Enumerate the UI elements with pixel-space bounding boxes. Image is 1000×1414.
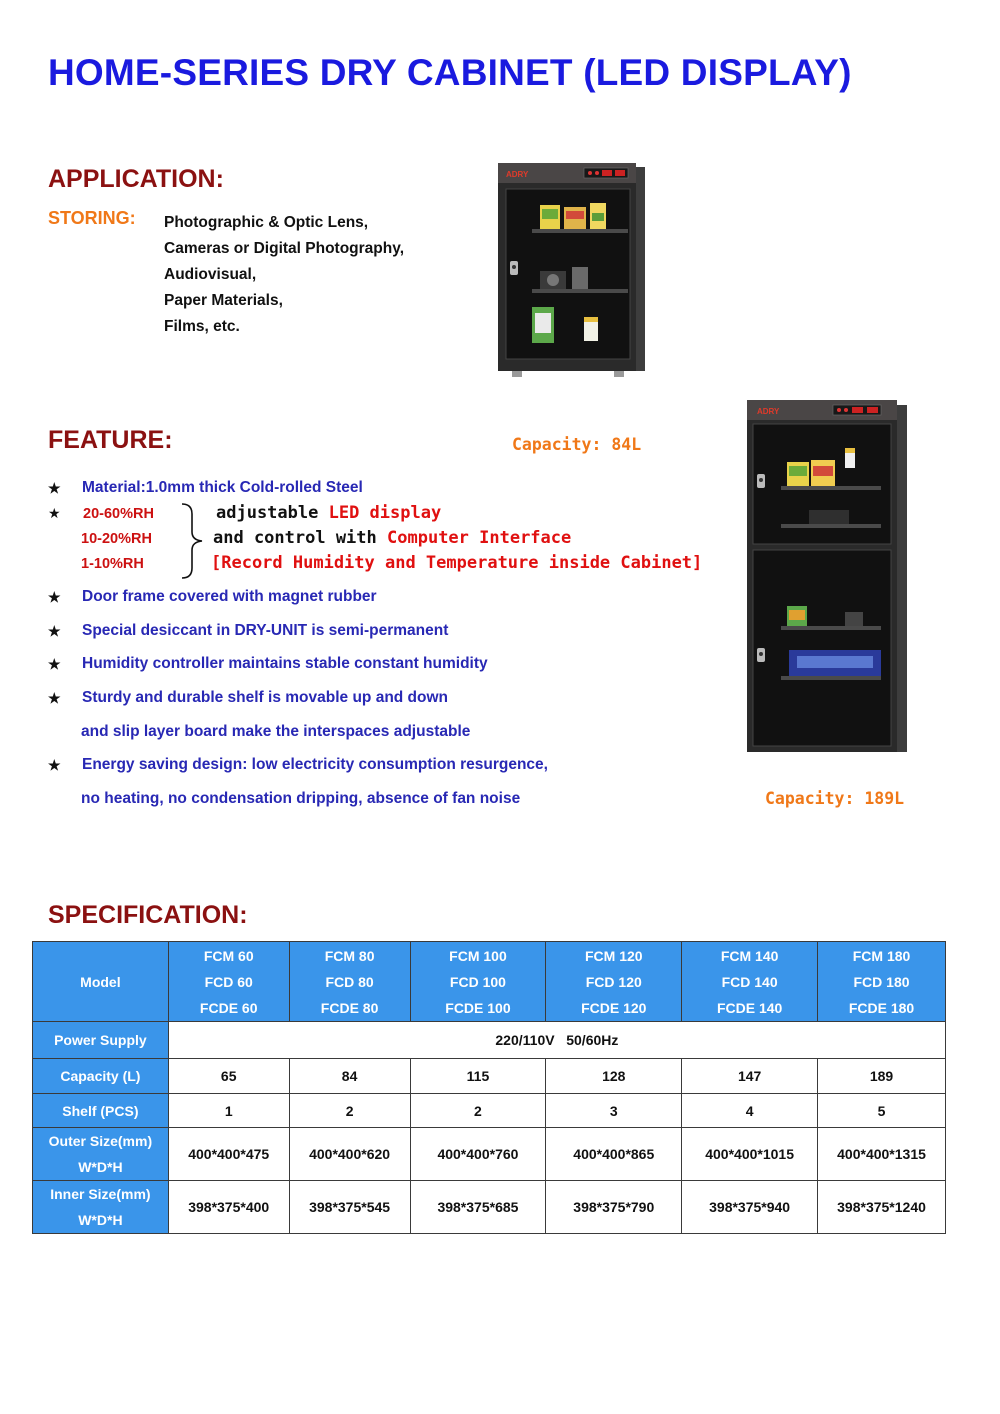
rh-line-2 [213, 528, 571, 548]
capacity-cell: 128 [546, 1059, 682, 1094]
table-row [33, 942, 946, 1022]
application-heading: APPLICATION: [48, 165, 224, 193]
feature-item-continued [81, 723, 470, 741]
star-icon: ★ [48, 655, 61, 672]
power-supply-label: Power Supply [33, 1022, 169, 1059]
outer-size-cell: 400*400*865 [546, 1128, 682, 1181]
model-name: FCM 140 [720, 947, 779, 964]
page-title: HOME-SERIES DRY CABINET (LED DISPLAY) [48, 52, 852, 93]
model-name: FCD 80 [325, 973, 374, 990]
capacity-cell: 84 [289, 1059, 410, 1094]
table-row [33, 1094, 946, 1128]
rh-line-1-text: adjustable [216, 503, 319, 523]
capacity-cell: 147 [682, 1059, 818, 1094]
large-cabinet-image [747, 400, 915, 760]
list-item: Paper Materials, [164, 292, 283, 309]
model-cell [682, 942, 818, 1022]
outer-size-cell: 400*400*1315 [818, 1128, 946, 1181]
feature-heading: FEATURE: [48, 426, 173, 454]
model-name: FCDE 100 [445, 999, 511, 1016]
feature-text: Material:1.0mm thick Cold-rolled Steel [82, 479, 363, 496]
outer-size-label-line: W*D*H [78, 1159, 123, 1175]
specification-heading: SPECIFICATION: [48, 901, 248, 929]
rh-level: 10-20%RH [81, 531, 152, 547]
model-cell [410, 942, 546, 1022]
shelf-cell: 1 [168, 1094, 289, 1128]
storing-label: STORING: [48, 208, 136, 228]
model-name: FCDE 180 [848, 999, 915, 1016]
shelf-cell: 4 [682, 1094, 818, 1128]
star-icon: ★ [48, 588, 61, 605]
model-name: FCD 100 [449, 973, 506, 990]
model-cell [289, 942, 410, 1022]
model-cell [818, 942, 946, 1022]
rh-line-1 [216, 503, 441, 523]
model-label: Model [33, 942, 169, 1022]
inner-size-cell: 398*375*685 [410, 1181, 546, 1234]
list-item: Films, etc. [164, 318, 240, 335]
table-row [33, 1181, 946, 1234]
feature-item [48, 689, 448, 707]
rh-line-3: [Record Humidity and Temperature inside Cabinet] [211, 553, 703, 573]
star-icon: ★ [48, 505, 61, 521]
shelf-label: Shelf (PCS) [33, 1094, 169, 1128]
feature-text: Door frame covered with magnet rubber [82, 588, 377, 605]
shelf-cell: 2 [410, 1094, 546, 1128]
capacity-cell: 189 [818, 1059, 946, 1094]
star-icon: ★ [48, 479, 61, 496]
model-name: FCM 180 [852, 947, 911, 964]
inner-size-cell: 398*375*400 [168, 1181, 289, 1234]
list-item: Photographic & Optic Lens, [164, 214, 369, 231]
model-name: FCDE 140 [716, 999, 783, 1016]
model-name: FCDE 120 [581, 999, 647, 1016]
model-name: FCM 100 [449, 947, 507, 964]
small-cabinet-image [498, 163, 648, 383]
rh-line-2-text: and control with [213, 528, 377, 548]
inner-size-cell: 398*375*940 [682, 1181, 818, 1234]
model-name: FCD 140 [721, 973, 778, 990]
outer-size-cell: 400*400*620 [289, 1128, 410, 1181]
feature-item [48, 479, 363, 497]
model-cell [168, 942, 289, 1022]
inner-size-cell: 398*375*1240 [818, 1181, 946, 1234]
model-name: FCDE 80 [320, 999, 379, 1016]
rh-level: 1-10%RH [81, 556, 144, 572]
outer-size-cell: 400*400*1015 [682, 1128, 818, 1181]
model-name: FCD 60 [204, 973, 253, 990]
feature-item [48, 622, 448, 640]
storing-list [164, 210, 404, 340]
shelf-cell: 5 [818, 1094, 946, 1128]
brace-icon [180, 502, 208, 580]
star-icon: ★ [48, 756, 61, 773]
model-name: FCM 120 [584, 947, 643, 964]
star-icon: ★ [48, 622, 61, 639]
led-display-highlight: LED display [328, 503, 442, 523]
capacity-84l-label: Capacity: 84L [512, 435, 642, 454]
list-item: Audiovisual, [164, 266, 257, 283]
inner-size-label [33, 1181, 169, 1234]
capacity-cell: 65 [168, 1059, 289, 1094]
outer-size-label-line: Outer Size(mm) [48, 1133, 153, 1149]
model-name: FCD 180 [853, 973, 910, 990]
power-supply-value: 220/110V 50/60Hz [168, 1022, 945, 1059]
computer-interface-highlight: Computer Interface [387, 528, 572, 548]
model-name: FCDE 60 [199, 999, 258, 1016]
outer-size-cell: 400*400*760 [410, 1128, 546, 1181]
brand-logo-large: ADRY [757, 407, 780, 416]
model-name: FCD 120 [585, 973, 642, 990]
inner-size-cell: 398*375*790 [546, 1181, 682, 1234]
feature-item [48, 756, 548, 774]
table-row [33, 1022, 946, 1059]
shelf-cell: 3 [546, 1094, 682, 1128]
inner-size-label-line: Inner Size(mm) [50, 1186, 151, 1202]
model-name: FCM 60 [203, 947, 254, 964]
feature-text: Special desiccant in DRY-UNIT is semi-permanent [82, 622, 449, 639]
capacity-label: Capacity (L) [33, 1059, 169, 1094]
star-icon: ★ [48, 689, 61, 706]
model-name: FCM 80 [324, 947, 375, 964]
inner-size-label-line: W*D*H [78, 1212, 123, 1228]
outer-size-label [33, 1128, 169, 1181]
model-cell [546, 942, 682, 1022]
rh-level: 20-60%RH [83, 506, 154, 522]
feature-text: no heating, no condensation dripping, absence of fan noise [81, 790, 521, 807]
table-row [33, 1059, 946, 1094]
outer-size-cell: 400*400*475 [168, 1128, 289, 1181]
inner-size-cell: 398*375*545 [289, 1181, 410, 1234]
feature-text: and slip layer board make the interspaces adjustable [81, 723, 471, 740]
feature-item [48, 588, 377, 606]
list-item: Cameras or Digital Photography, [164, 240, 405, 257]
brand-logo-small: ADRY [506, 170, 529, 179]
capacity-189l-label: Capacity: 189L [765, 789, 905, 808]
shelf-cell: 2 [289, 1094, 410, 1128]
feature-text: Sturdy and durable shelf is movable up and down [82, 689, 449, 706]
specification-table [32, 941, 946, 1234]
feature-item-continued [81, 790, 520, 808]
feature-text: Humidity controller maintains stable constant humidity [82, 655, 488, 672]
feature-text: Energy saving design: low electricity consumption resurgence, [82, 756, 548, 773]
table-row [33, 1128, 946, 1181]
feature-item [48, 655, 488, 673]
capacity-cell: 115 [410, 1059, 546, 1094]
